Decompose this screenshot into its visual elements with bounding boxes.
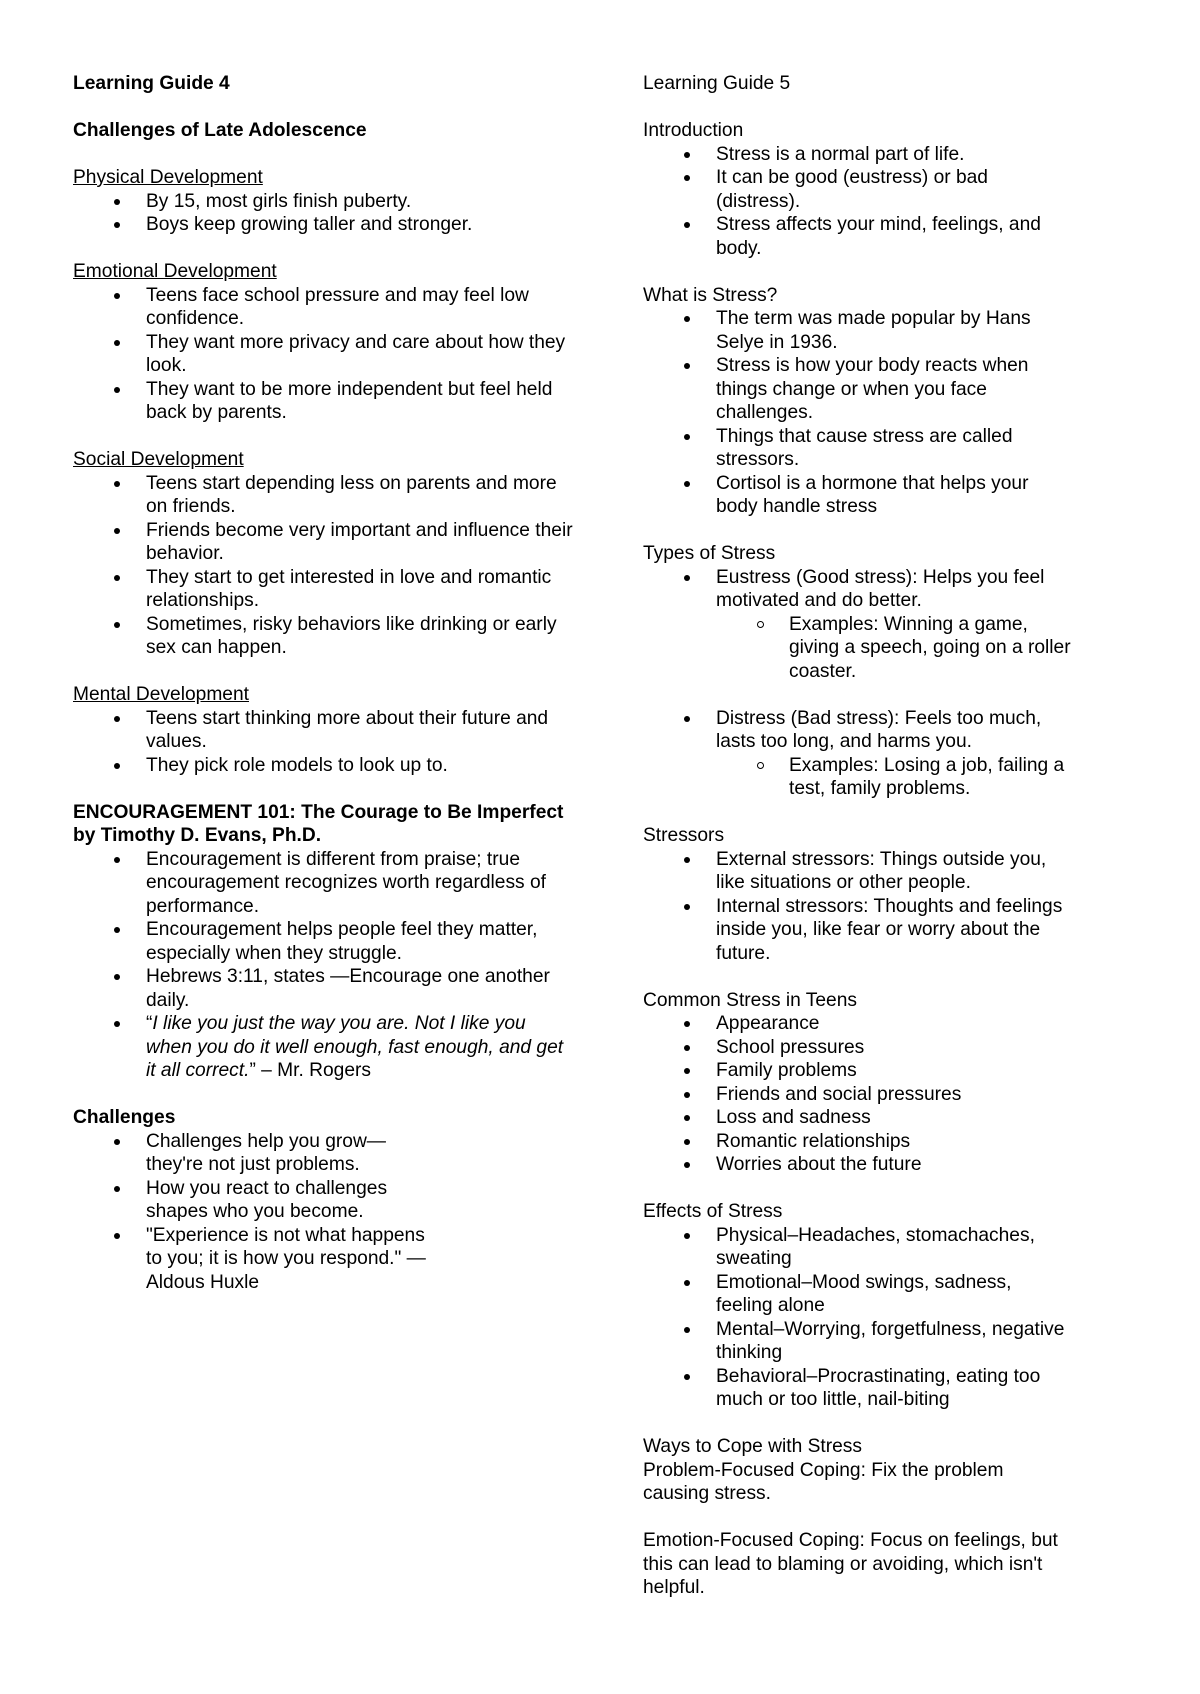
eustress-example: Examples: Winning a game, giving a speech, going on a roller coaster. — [716, 613, 1073, 684]
left-column — [73, 72, 573, 1294]
emotional-list — [73, 284, 573, 425]
encouragement-heading: ENCOURAGEMENT 101: The Courage to Be Imperfect by Timothy D. Evans, Ph.D. — [73, 801, 564, 846]
coping-heading: Ways to Cope with Stress — [643, 1436, 862, 1457]
types-of-stress-list — [643, 566, 1073, 801]
list-item: Teens start depending less on parents and more on friends. — [73, 472, 573, 519]
list-item: Teens face school pressure and may feel low confidence. — [73, 284, 573, 331]
stressors-heading: Stressors — [643, 825, 725, 846]
list-item: How you react to challenges shapes who you become. — [73, 1177, 433, 1224]
list-item: They want to be more independent but feel held back by parents. — [73, 378, 573, 425]
list-item: Stress is a normal part of life. — [643, 143, 1073, 167]
mental-heading: Mental Development — [73, 684, 249, 705]
list-item: Encouragement is different from praise; true encouragement recognizes worth regardless of performance. — [73, 848, 573, 919]
learning-guide-4-title: Learning Guide 4 — [73, 73, 230, 94]
list-item: They want more privacy and care about how they look. — [73, 331, 573, 378]
late-adolescence-subtitle: Challenges of Late Adolescence — [73, 120, 367, 141]
learning-guide-5-title: Learning Guide 5 — [643, 73, 791, 94]
list-item: Internal stressors: Thoughts and feelings inside you, like fear or worry about the future. — [643, 895, 1073, 966]
quote-open: “ — [146, 1013, 153, 1034]
list-item: Mental–Worrying, forgetfulness, negative thinking — [643, 1318, 1073, 1365]
effects-heading: Effects of Stress — [643, 1201, 783, 1222]
introduction-heading: Introduction — [643, 120, 744, 141]
mental-list — [73, 707, 573, 778]
list-item: Appearance — [643, 1012, 1073, 1036]
eustress-text: Eustress (Good stress): Helps you feel motivated and do better. — [716, 566, 1045, 611]
list-item: Boys keep growing taller and stronger. — [73, 213, 573, 237]
distress-item — [643, 707, 1073, 801]
list-item: Family problems — [643, 1059, 1073, 1083]
list-item: Behavioral–Procrastinating, eating too much or too little, nail-biting — [643, 1365, 1073, 1412]
challenges-heading: Challenges — [73, 1107, 176, 1128]
list-item: School pressures — [643, 1036, 1073, 1060]
list-item: Stress affects your mind, feelings, and body. — [643, 213, 1073, 260]
physical-heading: Physical Development — [73, 167, 263, 188]
right-column — [643, 72, 1073, 1600]
effects-list — [643, 1224, 1073, 1412]
list-item: By 15, most girls finish puberty. — [73, 190, 573, 214]
common-stress-heading: Common Stress in Teens — [643, 989, 857, 1011]
list-item: Worries about the future — [643, 1153, 1073, 1177]
stressors-list — [643, 848, 1073, 966]
social-list — [73, 472, 573, 660]
distress-text: Distress (Bad stress): Feels too much, lasts too long, and harms you. — [716, 707, 1042, 752]
list-item: Romantic relationships — [643, 1130, 1073, 1154]
encouragement-list — [73, 848, 573, 1083]
emotion-focused-coping: Emotion-Focused Coping: Focus on feelings, but this can lead to blaming or avoiding, which isn't helpful. — [643, 1530, 1058, 1598]
eustress-sublist — [716, 613, 1073, 684]
physical-list — [73, 190, 573, 237]
list-item: Things that cause stress are called stressors. — [643, 425, 1073, 472]
list-item: Cortisol is a hormone that helps your body handle stress — [643, 472, 1073, 519]
distress-example: Examples: Losing a job, failing a test, family problems. — [716, 754, 1073, 801]
distress-sublist — [716, 754, 1073, 801]
list-item: Encouragement helps people feel they matter, especially when they struggle. — [73, 918, 573, 965]
challenges-list — [73, 1130, 433, 1295]
list-item: They start to get interested in love and romantic relationships. — [73, 566, 573, 613]
list-item: The term was made popular by Hans Selye in 1936. — [643, 307, 1073, 354]
introduction-list — [643, 143, 1073, 261]
list-item: Sometimes, risky behaviors like drinking or early sex can happen. — [73, 613, 573, 660]
list-item: Physical–Headaches, stomachaches, sweating — [643, 1224, 1073, 1271]
eustress-item — [643, 566, 1073, 707]
list-item: Friends become very important and influence their behavior. — [73, 519, 573, 566]
what-is-stress-heading: What is Stress? — [643, 284, 778, 306]
list-item: "Experience is not what happens to you; it is how you respond." — Aldous Huxle — [73, 1224, 433, 1295]
list-item: It can be good (eustress) or bad (distress). — [643, 166, 1073, 213]
emotional-heading: Emotional Development — [73, 261, 277, 282]
list-item: Hebrews 3:11, states ―Encourage one another daily. — [73, 965, 573, 1012]
common-stress-list — [643, 1012, 1073, 1177]
list-item: Friends and social pressures — [643, 1083, 1073, 1107]
types-of-stress-heading: Types of Stress — [643, 543, 776, 564]
list-item: Loss and sadness — [643, 1106, 1073, 1130]
list-item: Stress is how your body reacts when things change or when you face challenges. — [643, 354, 1073, 425]
list-item: They pick role models to look up to. — [73, 754, 573, 778]
mr-rogers-quote: I like you just the way you are. Not I like you when you do it well enough, fast enough, and get it all correct. — [146, 1013, 564, 1081]
problem-focused-coping: Problem-Focused Coping: Fix the problem causing stress. — [643, 1459, 1004, 1504]
list-item: Emotional–Mood swings, sadness, feeling alone — [643, 1271, 1073, 1318]
what-is-stress-list — [643, 307, 1073, 519]
list-item: External stressors: Things outside you, like situations or other people. — [643, 848, 1073, 895]
social-heading: Social Development — [73, 449, 244, 470]
list-item: Teens start thinking more about their future and values. — [73, 707, 573, 754]
quote-attribution: ” – Mr. Rogers — [249, 1060, 371, 1081]
list-item: Challenges help you grow—they're not just problems. — [73, 1130, 433, 1177]
quote-item — [73, 1012, 573, 1083]
